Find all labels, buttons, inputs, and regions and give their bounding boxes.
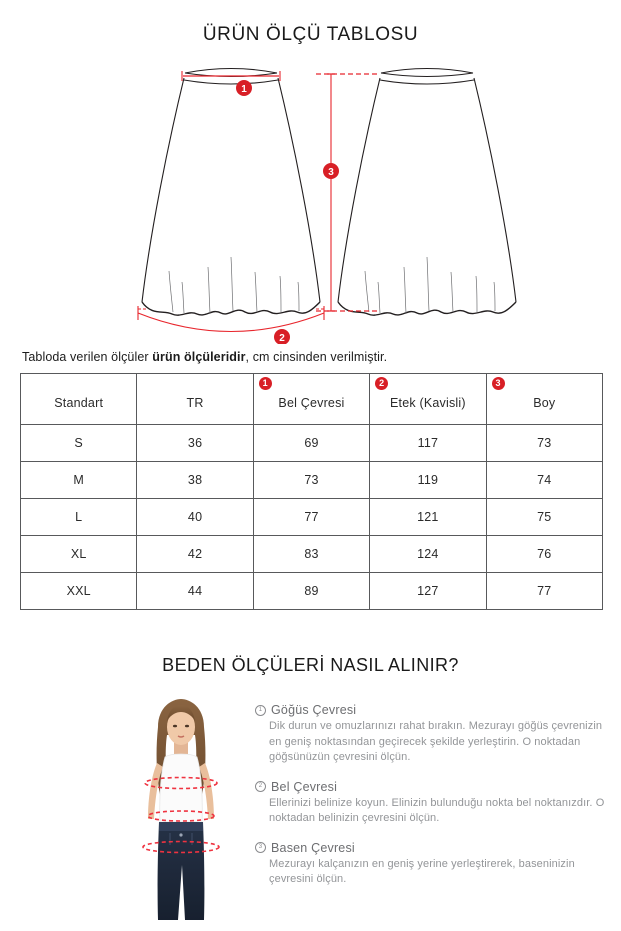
col-header-badge-2: 2: [375, 377, 388, 390]
col-header-etek-label: Etek (Kavisli): [390, 396, 466, 410]
col-header-etek: [370, 374, 486, 425]
col-header-boy-label: Boy: [533, 396, 556, 410]
cell-etek: 124: [370, 536, 486, 573]
table-caption: [0, 350, 621, 364]
table-header-row: [21, 374, 603, 425]
cell-standart: L: [21, 499, 137, 536]
cell-tr: 38: [137, 462, 253, 499]
howto-item-bust-text: Dik durun ve omuzlarınızı rahat bırakın. Mezurayı göğüs çevrenizin en geniş noktasından geçirecek şekilde yerleştirin. O noktadan göğsünüzün çevresini ölçün.: [269, 720, 603, 763]
cell-standart: S: [21, 425, 137, 462]
howto-item-waist-text: Ellerinizi belinize koyun. Elinizin bulunduğu nokta bel noktanızdır. O noktadan belinizin çevresini ölçün.: [269, 796, 605, 824]
howto-section: [0, 681, 621, 920]
cell-tr: 36: [137, 425, 253, 462]
diagram-badge-1: [236, 80, 252, 96]
cell-bel: 69: [253, 425, 369, 462]
col-header-bel-cevresi: [253, 374, 369, 425]
cell-standart: M: [21, 462, 137, 499]
howto-item-hip-head: [255, 841, 607, 855]
col-header-boy: [486, 374, 602, 425]
howto-item-bust-head: [255, 703, 607, 717]
howto-badge-3: 3: [255, 842, 266, 853]
size-table-wrapper: [0, 373, 621, 610]
model-photo: [125, 695, 237, 920]
cell-boy: 77: [486, 573, 602, 610]
cell-tr: 44: [137, 573, 253, 610]
howto-item-bust: [255, 703, 607, 766]
howto-title: BEDEN ÖLÇÜLERİ NASIL ALINIR?: [162, 655, 459, 675]
page-title: ÜRÜN ÖLÇÜ TABLOSU: [202, 24, 419, 45]
cell-etek: 127: [370, 573, 486, 610]
diagram-badge-2: [274, 329, 290, 344]
col-header-standart: [21, 374, 137, 425]
waist-measure-line-1: [182, 71, 280, 81]
howto-item-hip-title: Basen Çevresi: [271, 840, 355, 855]
table-row: [21, 536, 603, 573]
cell-boy: 76: [486, 536, 602, 573]
diagram-badge-2-label: 2: [279, 333, 285, 344]
cell-etek: 119: [370, 462, 486, 499]
cell-bel: 83: [253, 536, 369, 573]
diagram-badge-3-label: 3: [328, 167, 334, 178]
diagram-badge-1-label: 1: [241, 84, 247, 95]
cell-tr: 40: [137, 499, 253, 536]
cell-boy: 75: [486, 499, 602, 536]
cell-etek: 117: [370, 425, 486, 462]
col-header-tr-label: TR: [186, 396, 204, 410]
table-row: [21, 499, 603, 536]
howto-item-hip: [255, 841, 607, 888]
cell-bel: 89: [253, 573, 369, 610]
table-row: [21, 573, 603, 610]
cell-standart: XXL: [21, 573, 137, 610]
size-table: [20, 373, 603, 610]
size-table-body: [21, 425, 603, 610]
length-measure-line-3: [316, 74, 378, 311]
cell-standart: XL: [21, 536, 137, 573]
size-table-head: [21, 374, 603, 425]
cell-tr: 42: [137, 536, 253, 573]
col-header-bel-cevresi-label: Bel Çevresi: [278, 396, 345, 410]
product-measurement-diagram: [0, 54, 621, 344]
cell-bel: 73: [253, 462, 369, 499]
col-header-badge-1: 1: [259, 377, 272, 390]
cell-boy: 73: [486, 425, 602, 462]
howto-badge-2: 2: [255, 781, 266, 792]
skirt-front-view: [142, 69, 320, 316]
model-photo-wrapper: [125, 695, 237, 920]
table-row: [21, 425, 603, 462]
col-header-standart-label: Standart: [54, 396, 104, 410]
howto-item-waist-head: [255, 780, 607, 794]
cell-boy: 74: [486, 462, 602, 499]
skirt-back-view: [338, 69, 516, 316]
hem-measure-arc-2: [138, 306, 324, 332]
col-header-badge-3: 3: [492, 377, 505, 390]
col-header-tr: [137, 374, 253, 425]
caption-prefix: Tabloda verilen ölçüler: [22, 350, 153, 364]
caption-suffix: , cm cinsinden verilmiştir.: [245, 350, 388, 364]
howto-item-waist: [255, 780, 607, 827]
skirt-illustrations: [0, 54, 621, 344]
howto-item-waist-title: Bel Çevresi: [271, 779, 338, 794]
table-row: [21, 462, 603, 499]
diagram-badge-3: [323, 163, 339, 179]
cell-bel: 77: [253, 499, 369, 536]
cell-etek: 121: [370, 499, 486, 536]
howto-item-bust-title: Göğüs Çevresi: [271, 703, 357, 717]
caption-bold: ürün ölçüleridir: [152, 350, 246, 364]
howto-list: [237, 695, 607, 902]
howto-item-hip-text: Mezurayı kalçanızın en geniş yerine yerleştirerek, baseninizin çevresini ölçün.: [269, 857, 575, 885]
howto-badge-1: 1: [255, 705, 266, 716]
